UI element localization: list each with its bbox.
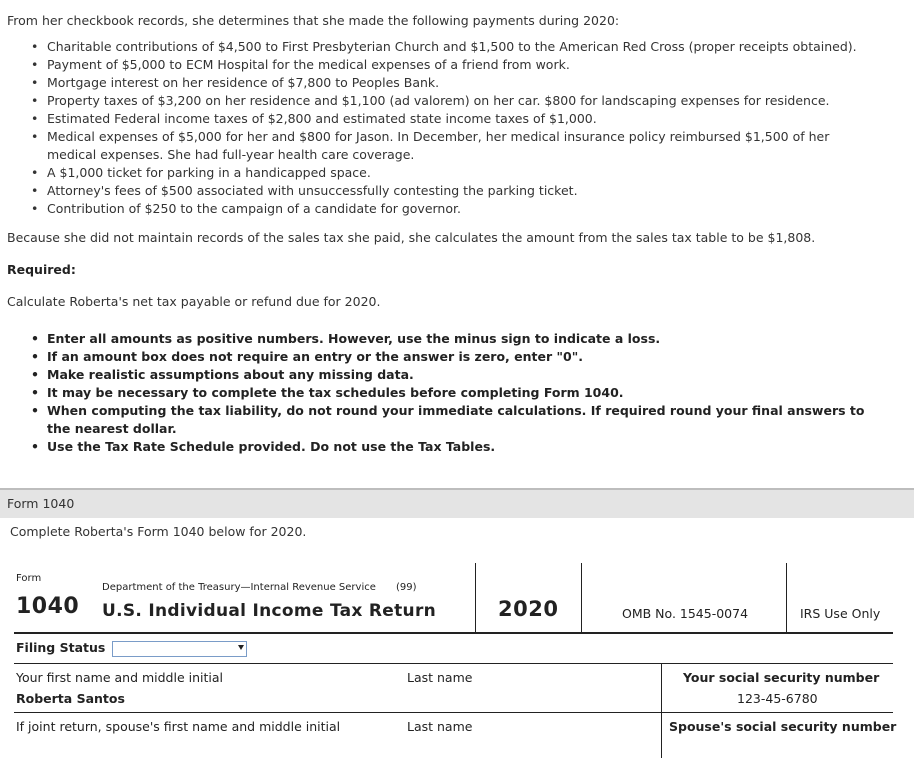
department-text: Department of the Treasury—Internal Revenue Service [102,582,376,593]
instruction-item: • Use the Tax Rate Schedule provided. Do not use the Tax Tables. [47,438,867,456]
tax-year: 2020 [498,597,559,621]
filing-status-label: Filing Status [16,640,106,655]
divider [475,563,476,632]
form-tab[interactable] [0,488,914,518]
filing-status-select[interactable] [112,641,247,657]
payments-list [0,38,862,218]
row-rule [14,663,893,664]
instructions-list [0,330,867,456]
instruction-item: • It may be necessary to complete the tax schedules before completing Form 1040. [47,384,867,402]
spouse-first-name-label: If joint return, spouse's first name and middle initial [16,719,341,734]
payment-item: • Charitable contributions of $4,500 to First Presbyterian Church and $1,500 to the American Red Cross (proper receipts obtained). [47,38,862,56]
ssn-value[interactable]: 123-45-6780 [737,691,818,706]
form-note: Complete Roberta's Form 1040 below for 2020. [10,524,307,539]
required-heading: Required: [7,262,76,277]
instruction-item: • If an amount box does not require an entry or the answer is zero, enter "0". [47,348,867,366]
spouse-last-name-label: Last name [407,719,473,734]
instruction-item: • Make realistic assumptions about any missing data. [47,366,867,384]
ssn-label: Your social security number [683,670,880,685]
tab-title: Form 1040 [7,496,75,511]
divider [581,563,582,632]
divider [661,663,662,758]
last-name-label: Last name [407,670,473,685]
header-rule [14,632,893,634]
irs-use-only: IRS Use Only [800,606,881,621]
row-rule [14,712,893,713]
form-label: Form [16,573,42,584]
payment-item: • Estimated Federal income taxes of $2,800 and estimated state income taxes of $1,000. [47,110,862,128]
payment-item: • Contribution of $250 to the campaign of a candidate for governor. [47,200,862,218]
sales-tax-note: Because she did not maintain records of the sales tax she paid, she calculates the amount from the sales tax table to be $1,808. [7,230,816,245]
payment-item: • Mortgage interest on her residence of $7,800 to Peoples Bank. [47,74,862,92]
irs-code: (99) [396,582,417,593]
instruction-item: • Enter all amounts as positive numbers. However, use the minus sign to indicate a loss. [47,330,867,348]
payment-item: • Medical expenses of $5,000 for her and $800 for Jason. In December, her medical insurance policy reimbursed $1,500 of her medical expenses. She had full-year health care coverage. [47,128,862,164]
payment-item: • Payment of $5,000 to ECM Hospital for the medical expenses of a friend from work. [47,56,862,74]
payment-item: • Attorney's fees of $500 associated with unsuccessfully contesting the parking ticket. [47,182,862,200]
required-text: Calculate Roberta's net tax payable or refund due for 2020. [7,294,381,309]
chevron-down-icon [238,645,244,650]
instruction-item: • When computing the tax liability, do not round your immediate calculations. If required round your final answers to the nearest dollar. [47,402,867,438]
spouse-ssn-label: Spouse's social security number [669,719,897,734]
divider [786,563,787,632]
omb-number: OMB No. 1545-0074 [622,606,749,621]
form-title: U.S. Individual Income Tax Return [102,601,437,621]
payment-item: • Property taxes of $3,200 on her residence and $1,100 (ad valorem) on her car. $800 for landscaping expenses for residence. [47,92,862,110]
first-name-value[interactable]: Roberta Santos [16,691,125,706]
form-number: 1040 [16,594,80,619]
payment-item: • A $1,000 ticket for parking in a handicapped space. [47,164,862,182]
intro-text: From her checkbook records, she determines that she made the following payments during 2020: [7,13,620,28]
first-name-label: Your first name and middle initial [16,670,224,685]
